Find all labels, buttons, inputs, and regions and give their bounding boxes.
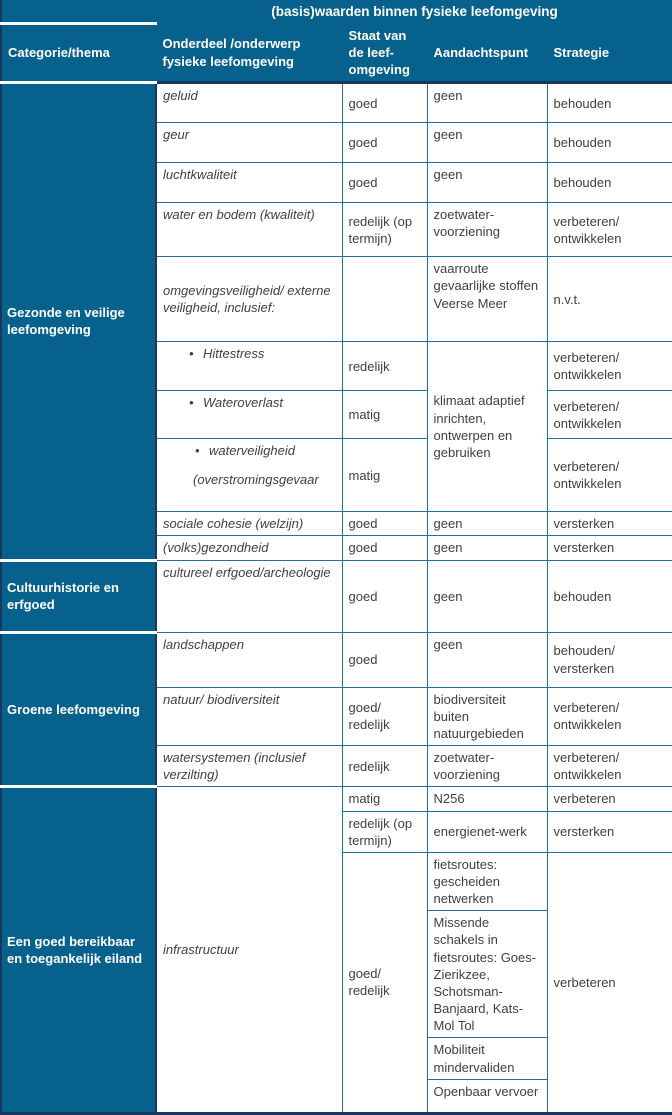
cell-staat: redelijk: [342, 746, 427, 787]
cell-staat: goed: [342, 512, 427, 536]
cell-aandachtspunt: geen: [427, 632, 547, 687]
cell-aandachtspunt: geen: [427, 560, 547, 632]
cell-aandachtspunt: energienet-werk: [427, 811, 547, 852]
cell-staat: goed: [342, 83, 427, 123]
cell-strategie: verbeteren/ ontwikkelen: [547, 342, 672, 391]
cell-aandachtspunt: zoetwater-voorziening: [427, 746, 547, 787]
cell-onderdeel-line1: [163, 442, 336, 459]
table-title: (basis)waarden binnen fysieke leefomgeving: [156, 1, 672, 24]
cell-aandachtspunt: biodiversiteit buiten natuurgebieden: [427, 687, 547, 745]
cell-onderdeel: omgevingsveiligheid/ externe veiligheid, inclusief:: [156, 257, 342, 342]
cell-staat: matig: [342, 391, 427, 439]
cell-strategie: behouden: [547, 83, 672, 123]
category-gezonde-veilige: Gezonde en veilige leefomgeving: [1, 83, 156, 560]
cell-onderdeel-infrastructuur: infrastructuur: [156, 787, 342, 1113]
cell-onderdeel: geur: [156, 123, 342, 163]
cell-onderdeel-label: waterveiligheid: [209, 443, 295, 459]
cell-strategie: verbeteren/ ontwikkelen: [547, 746, 672, 787]
cell-staat: goed: [342, 163, 427, 203]
header-categorie: Categorie/thema: [1, 23, 156, 82]
cell-onderdeel: luchtkwaliteit: [156, 163, 342, 203]
cell-aandachtspunt: N256: [427, 787, 547, 811]
cell-aandachtspunt: vaarroute gevaarlijke stoffen Veerse Meer: [427, 257, 547, 342]
cell-strategie: behouden/ versterken: [547, 632, 672, 687]
cell-strategie: versterken: [547, 811, 672, 852]
table-row: [1, 787, 672, 811]
cell-strategie: behouden: [547, 123, 672, 163]
cell-aandachtspunt: Openbaar vervoer: [427, 1079, 547, 1113]
header-onderdeel: Onderdeel /onderwerp fysieke leefomgeving: [156, 23, 342, 82]
cell-strategie: versterken: [547, 536, 672, 560]
cell-staat: matig: [342, 439, 427, 512]
cell-staat: goed/ redelijk: [342, 687, 427, 745]
cell-onderdeel: natuur/ biodiversiteit: [156, 687, 342, 745]
cell-onderdeel: watersystemen (inclusief verzilting): [156, 746, 342, 787]
cell-onderdeel-label: Wateroverlast: [203, 395, 283, 411]
cell-onderdeel: geluid: [156, 83, 342, 123]
cell-onderdeel: [156, 439, 342, 512]
cell-onderdeel: sociale cohesie (welzijn): [156, 512, 342, 536]
table-row: [1, 560, 672, 632]
cell-strategie: behouden: [547, 163, 672, 203]
cell-strategie-verbeteren: verbeteren: [547, 852, 672, 1113]
header-aandachtspunt: Aandachtspunt: [427, 23, 547, 82]
cell-staat: goed: [342, 560, 427, 632]
header-corner-cell: [1, 1, 156, 24]
bullet-icon: •: [189, 346, 194, 362]
bullet-icon: •: [195, 443, 200, 459]
cell-onderdeel: [156, 391, 342, 439]
category-bereikbaar-eiland: Een goed bereikbaar en toegankelijk eiland: [1, 787, 156, 1113]
cell-strategie: verbeteren: [547, 787, 672, 811]
cell-aandachtspunt: geen: [427, 512, 547, 536]
cell-staat: goed: [342, 123, 427, 163]
table-row: [1, 632, 672, 687]
header-strategie: Strategie: [547, 23, 672, 82]
cell-strategie: verbeteren/ ontwikkelen: [547, 203, 672, 257]
cell-staat: redelijk: [342, 342, 427, 391]
cell-staat: goed: [342, 536, 427, 560]
cell-aandachtspunt: geen: [427, 163, 547, 203]
cell-aandachtspunt: geen: [427, 83, 547, 123]
header-staat: Staat van de leef-omgeving: [342, 23, 427, 82]
cell-strategie: behouden: [547, 560, 672, 632]
cell-staat: matig: [342, 787, 427, 811]
cell-onderdeel: landschappen: [156, 632, 342, 687]
cell-onderdeel: [156, 342, 342, 391]
cell-onderdeel: cultureel erfgoed/archeologie: [156, 560, 342, 632]
bullet-icon: •: [189, 395, 194, 411]
cell-strategie: n.v.t.: [547, 257, 672, 342]
cell-onderdeel: water en bodem (kwaliteit): [156, 203, 342, 257]
cell-strategie: verbeteren/ ontwikkelen: [547, 391, 672, 439]
category-groene-leefomgeving: Groene leefomgeving: [1, 632, 156, 787]
cell-strategie: versterken: [547, 512, 672, 536]
cell-aandachtspunt: geen: [427, 123, 547, 163]
cell-staat-goed-redelijk: goed/ redelijk: [342, 852, 427, 1113]
cell-staat: [342, 257, 427, 342]
cell-aandachtspunt: zoetwater-voorziening: [427, 203, 547, 257]
cell-staat: goed: [342, 632, 427, 687]
table-row: [1, 83, 672, 123]
cell-aandachtspunt: Mobiliteit mindervaliden: [427, 1038, 547, 1079]
cell-onderdeel-line2: (overstromingsgevaar: [193, 472, 319, 488]
cell-staat: redelijk (op termijn): [342, 811, 427, 852]
cell-aandachtspunt: geen: [427, 536, 547, 560]
cell-onderdeel: (volks)gezondheid: [156, 536, 342, 560]
cell-staat: redelijk (op termijn): [342, 203, 427, 257]
cell-aandachtspunt: Missende schakels in fietsroutes: Goes-Zierikzee, Schotsman-Banjaard, Kats-Mol Tol: [427, 911, 547, 1038]
cell-aandachtspunt-klimaat: klimaat adaptief inrichten, ontwerpen en gebruiken: [427, 342, 547, 512]
category-cultuurhistorie: Cultuurhistorie en erfgoed: [1, 560, 156, 632]
cell-strategie: verbeteren/ ontwikkelen: [547, 687, 672, 745]
cell-aandachtspunt: fietsroutes: gescheiden netwerken: [427, 852, 547, 910]
cell-onderdeel-label: Hittestress: [203, 346, 265, 362]
cell-strategie: verbeteren/ ontwikkelen: [547, 439, 672, 512]
